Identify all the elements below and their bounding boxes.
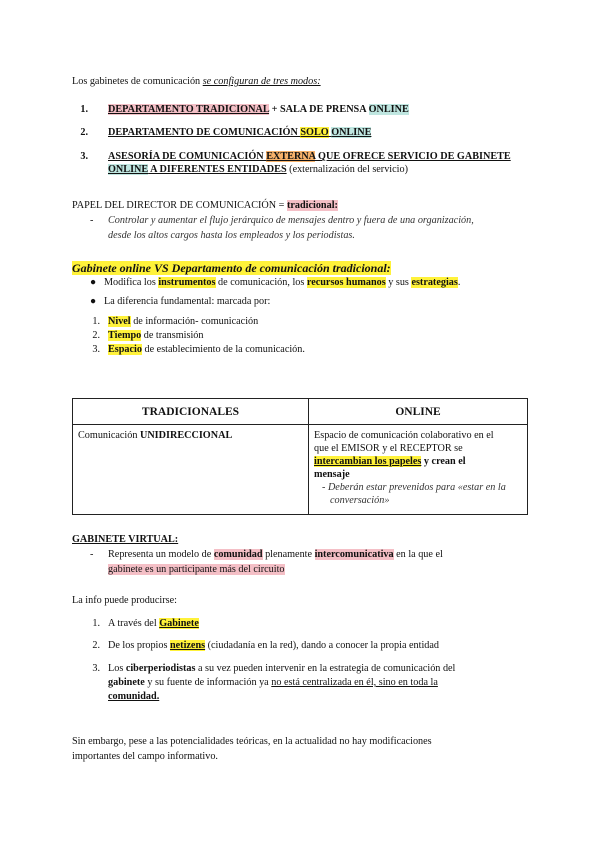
closing-line-2: importantes del campo informativo.	[72, 751, 218, 762]
virtual-title: GABINETE VIRTUAL:	[72, 534, 179, 545]
director-dash: -	[90, 215, 94, 226]
info-intro: La info puede producirse:	[72, 595, 177, 606]
online-bullet-1: ● Modifica los instrumentos de comunicación, los recursos humanos y sus estrategias.	[90, 277, 461, 288]
bullet-dot-icon: ●	[90, 277, 97, 288]
director-title: PAPEL DEL DIRECTOR DE COMUNICACIÓN = tradicional:	[72, 200, 338, 211]
table-header-row	[73, 399, 528, 425]
table-header-traditional: TRADICIONALES	[73, 399, 309, 425]
director-desc-1: Controlar y aumentar el flujo jerárquico de mensajes dentro y fuera de una organización,	[108, 215, 474, 226]
info-item-3-line3: comunidad.	[108, 691, 160, 702]
bullet-dot-icon: ●	[90, 296, 97, 307]
online-bullet-2: ● La diferencia fundamental: marcada por:	[90, 296, 271, 307]
virtual-line-2: gabinete es un participante más del circuito	[108, 564, 285, 575]
info-item-3-line2: gabinete y su fuente de información ya no está centralizada en él, sino en toda la	[108, 677, 438, 688]
table-cell-online: Espacio de comunicación colaborativo en el que el EMISOR y el RECEPTOR se intercambian los papeles y crean el mensaje - Deberán estar prevenidos para «estar en la conversación»	[309, 425, 528, 515]
virtual-dash: -	[90, 549, 94, 560]
document-page: Los gabinetes de comunicación se configuran de tres modos: 1. DEPARTAMENTO TRADICIONAL + SALA DE PRENSA ONLINE 2. DEPARTAMENTO DE COMUNICACIÓN SOLO ONLINE 3. ASESORÍA DE COMUNICACIÓN EXTERNA QUE OFRECE SERVICIO DE GABINETE ONLINE A DIFERENTES ENTIDADES (externalización del servicio) PAPEL DEL DIRECTOR DE COMUNICACIÓN = tradicional: - Controlar y aumentar el flujo jerárquico de mensajes dentro y fuera de una organización, desde los altos cargos hasta los empleados y los periodistas. Gabinete online VS Departamento de comunicación tradicional: ● Modifica los instrumentos de comunicación, los recursos humanos y sus estrategias. ● La diferencia fundamental: marcada por: 1. Nivel de información- comunicación 2. Tiempo de transmisión 3. Espacio de establecimiento de la comunicación. TRADICIONALES ONLINE Comunicación UNIDIRECCIONAL Espacio de comunicación colaborativo en el que el EMISOR y el RECEPTOR se intercambian los papeles y crean el mensaje - Deberán estar prevenidos para «estar en la conversación» GABINETE VIRTUAL: - Representa un modelo de comunidad plenamente intercomunicativa en la que el gabinete es un participante más del circuito La info puede producirse: 1. A través del Gabinete 2. De los propios netizens (ciudadanía en la red), dando a conocer la propia entidad 3. Los ciberperiodistas a su vez pueden intervenir en la estrategia de comunicación del gabinete y su fuente de información ya no está centralizada en él, sino en toda la comunidad. Sin embargo, pese a las potencialidades teóricas, en la actualidad no hay modificaciones importantes del campo informativo.	[0, 0, 600, 848]
table-header-online: ONLINE	[309, 399, 528, 425]
virtual-line-1: Representa un modelo de comunidad plenamente intercomunicativa en la que el	[108, 549, 443, 560]
intro-underlined: se configuran de tres modos:	[202, 76, 321, 87]
comparison-table	[72, 398, 528, 515]
director-desc-2: desde los altos cargos hasta los empleados y los periodistas.	[108, 230, 355, 241]
intro-line: Los gabinetes de comunicación se configuran de tres modos:	[72, 76, 321, 87]
closing-line-1: Sin embargo, pese a las potencialidades teóricas, en la actualidad no hay modificaciones	[72, 736, 432, 747]
table-row	[73, 425, 528, 515]
table-cell-traditional: Comunicación UNIDIRECCIONAL	[73, 425, 309, 515]
mode-item-3-line2: ONLINE A DIFERENTES ENTIDADES (externalización del servicio)	[108, 164, 408, 175]
online-vs-heading: Gabinete online VS Departamento de comunicación tradicional:	[72, 261, 391, 275]
